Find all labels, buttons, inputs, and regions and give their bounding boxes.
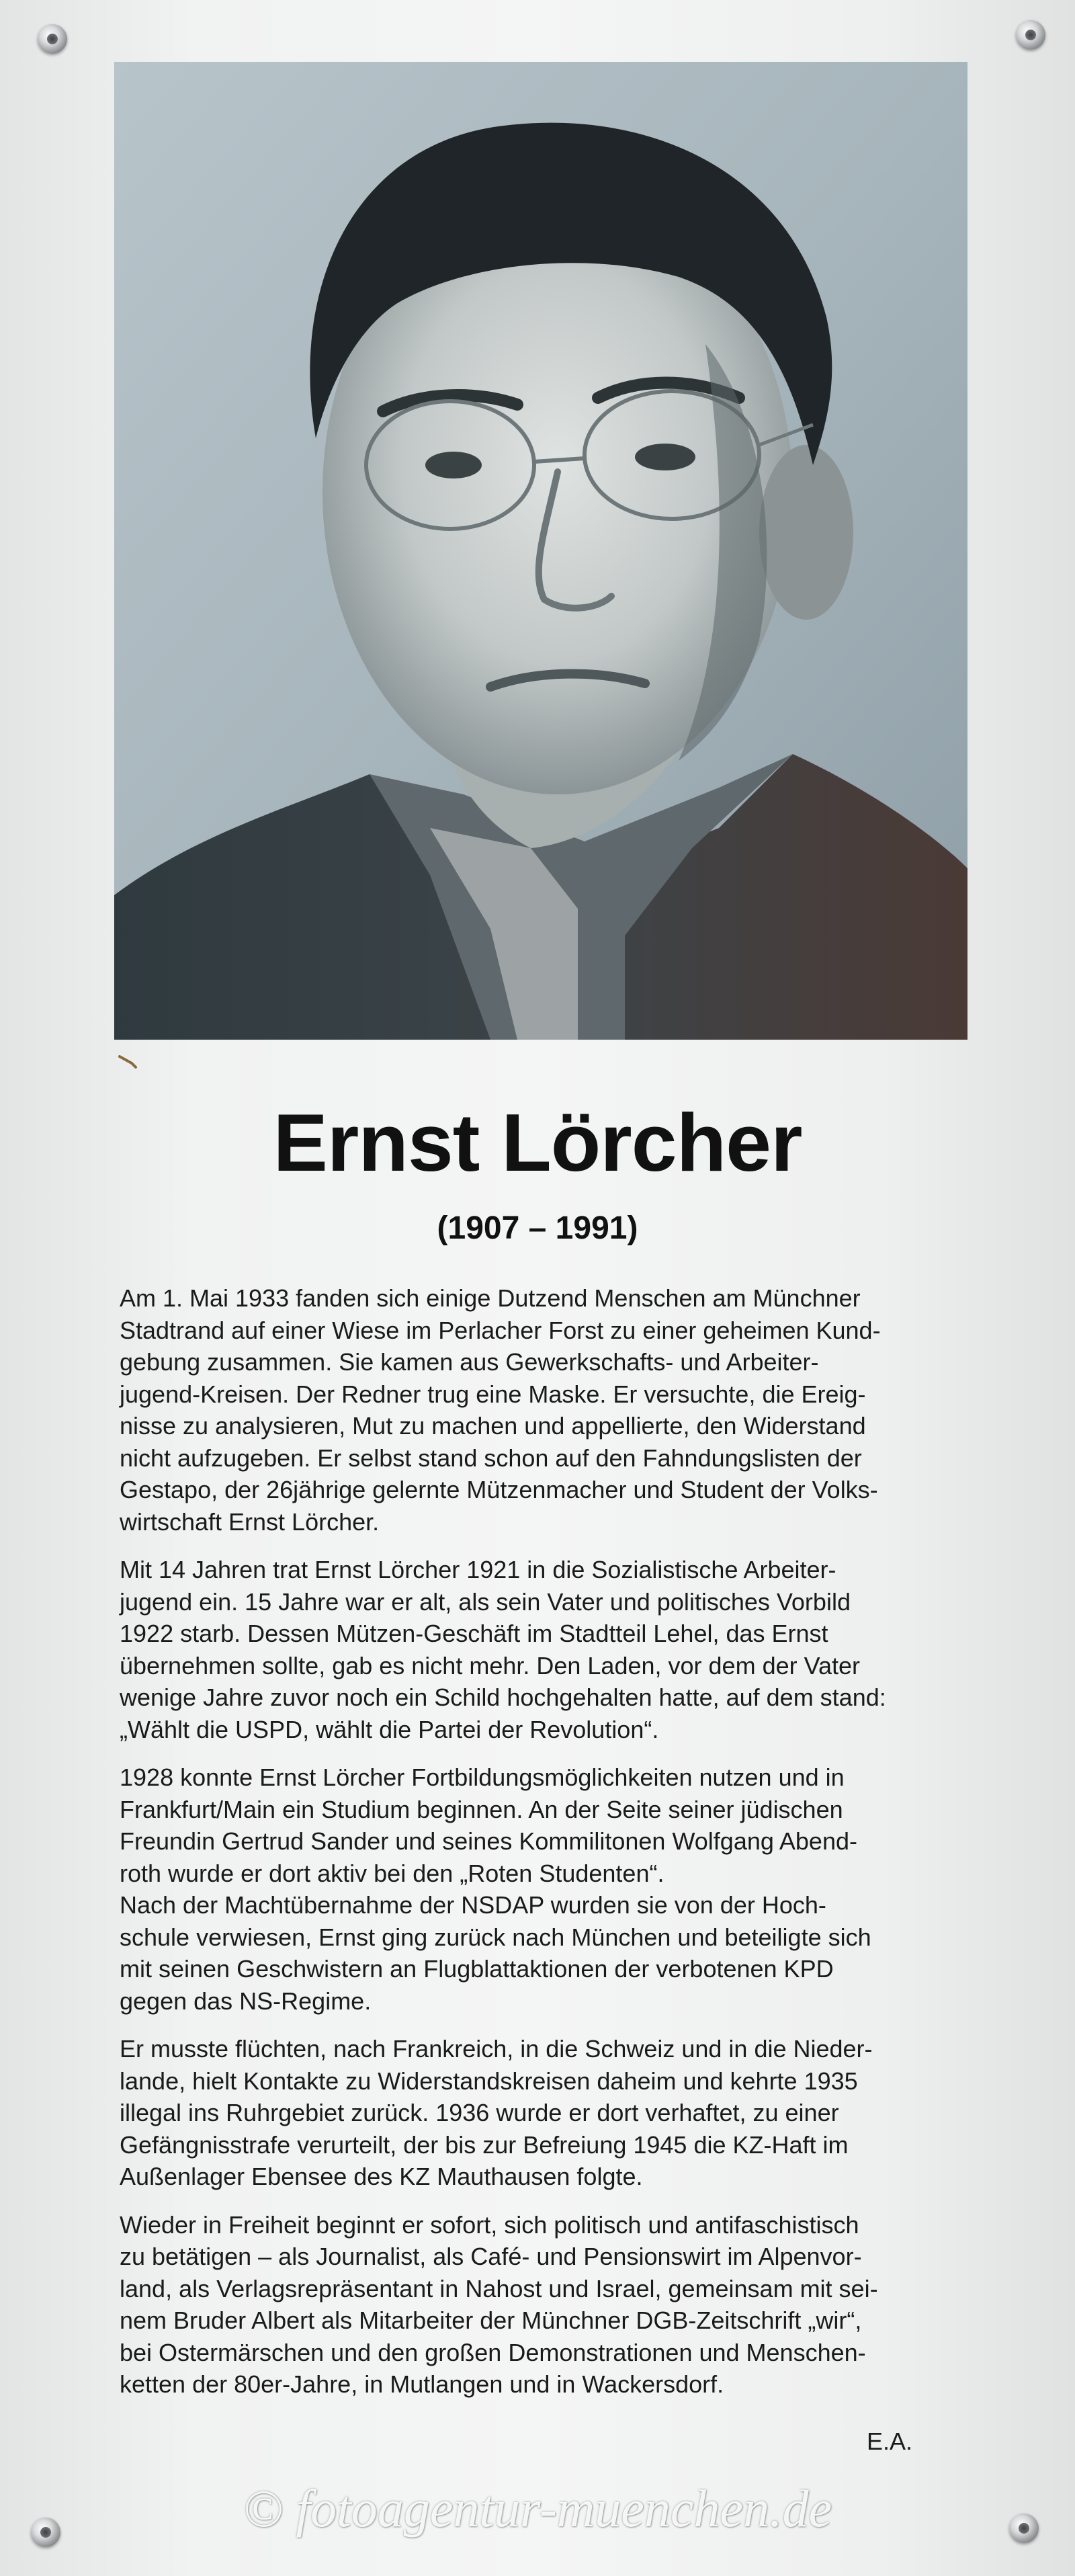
text-line: Gestapo, der 26jährige gelernte Mützenmacher und Student der Volks- [120, 1476, 878, 1503]
author-initials: E.A. [867, 2427, 913, 2455]
text-line: Wieder in Freiheit beginnt er sofort, sich politisch und antifaschistisch [120, 2210, 859, 2239]
text-line: ketten der 80er-Jahre, in Mutlangen und in Wackersdorf. [120, 2370, 724, 2398]
paragraph-2 [120, 1554, 966, 1745]
text-line: nem Bruder Albert als Mitarbeiter der Münchner DGB-Zeitschrift „wir“, [120, 2307, 862, 2334]
text-line: übernehmen sollte, gab es nicht mehr. Den Laden, vor dem der Vater [120, 1651, 860, 1679]
text-line: roth wurde er dort aktiv bei den „Roten Studenten“. [120, 1859, 664, 1887]
text-line: Nach der Machtübernahme der NSDAP wurden sie von der Hoch- [120, 1891, 826, 1919]
copyright-watermark: © fotoagentur-muenchen.de [243, 2479, 832, 2538]
paragraph-4 [120, 2033, 966, 2193]
screw-top-right-icon [1016, 20, 1045, 50]
text-line: illegal ins Ruhrgebiet zurück. 1936 wurde er dort verhaftet, zu einer [120, 2099, 839, 2126]
paragraph-3 [120, 1761, 966, 2017]
life-years: (1907 – 1991) [437, 1210, 638, 1246]
person-name: Ernst Lörcher [273, 1097, 802, 1188]
biography-text [120, 1282, 966, 2417]
text-line: 1922 starb. Dessen Mützen-Geschäft im Stadtteil Lehel, das Ernst [120, 1620, 828, 1647]
text-line: land, als Verlagsrepräsentant in Nahost und Israel, gemeinsam mit sei- [120, 2274, 878, 2302]
text-line: jugend-Kreisen. Der Redner trug eine Maske. Er versuchte, die Ereig- [120, 1380, 866, 1408]
text-line: Stadtrand auf einer Wiese im Perlacher Forst zu einer geheimen Kund- [120, 1316, 881, 1344]
text-line: nisse zu analysieren, Mut zu machen und appellierte, den Widerstand [120, 1412, 866, 1440]
text-line: zu betätigen – als Journalist, als Café- und Pensionswirt im Alpenvor- [120, 2243, 862, 2270]
text-line: nicht aufzugeben. Er selbst stand schon auf den Fahndungslisten der [120, 1444, 862, 1472]
text-line: wirtschaft Ernst Lörcher. [120, 1507, 380, 1536]
text-line: mit seinen Geschwistern an Flugblattaktionen der verbotenen KPD [120, 1955, 834, 1983]
text-line: Außenlager Ebensee des KZ Mauthausen folgte. [120, 2163, 643, 2190]
text-line: schule verwiesen, Ernst ging zurück nach München und beteiligte sich [120, 1923, 871, 1951]
rust-spot-icon [118, 1054, 137, 1069]
text-line: Mit 14 Jahren trat Ernst Lörcher 1921 in die Sozialistische Arbeiter- [120, 1556, 836, 1583]
text-line: Freundin Gertrud Sander und seines Kommilitonen Wolfgang Abend- [120, 1827, 857, 1855]
screw-top-left-icon [38, 24, 67, 54]
text-line: lande, hielt Kontakte zu Widerstandskreisen daheim und kehrte 1935 [120, 2067, 858, 2095]
text-line: 1928 konnte Ernst Lörcher Fortbildungsmöglichkeiten nutzen und in [120, 1763, 845, 1791]
text-line: jugend ein. 15 Jahre war er alt, als sein Vater und politisches Vorbild [120, 1587, 851, 1616]
text-line: Er musste flüchten, nach Frankreich, in die Schweiz und in die Nieder- [120, 2035, 873, 2063]
text-line: Am 1. Mai 1933 fanden sich einige Dutzend Menschen am Münchner [120, 1284, 861, 1312]
text-line: gegen das NS-Regime. [120, 1987, 372, 2015]
text-line: gebung zusammen. Sie kamen aus Gewerkschafts- und Arbeiter- [120, 1348, 819, 1376]
paragraph-5 [120, 2209, 966, 2401]
text-line: „Wählt die USPD, wählt die Partei der Revolution“. [120, 1715, 659, 1743]
text-line: bei Ostermärschen und den großen Demonstrationen und Menschen- [120, 2338, 866, 2366]
text-line: Gefängnisstrafe verurteilt, der bis zur Befreiung 1945 die KZ-Haft im [120, 2130, 849, 2159]
paragraph-1 [120, 1282, 966, 1538]
portrait-illustration [114, 62, 968, 1040]
text-line: Frankfurt/Main ein Studium beginnen. An der Seite seiner jüdischen [120, 1795, 843, 1823]
text-line: wenige Jahre zuvor noch ein Schild hochgehalten hatte, auf dem stand: [120, 1684, 886, 1711]
portrait-photo [114, 62, 968, 1040]
